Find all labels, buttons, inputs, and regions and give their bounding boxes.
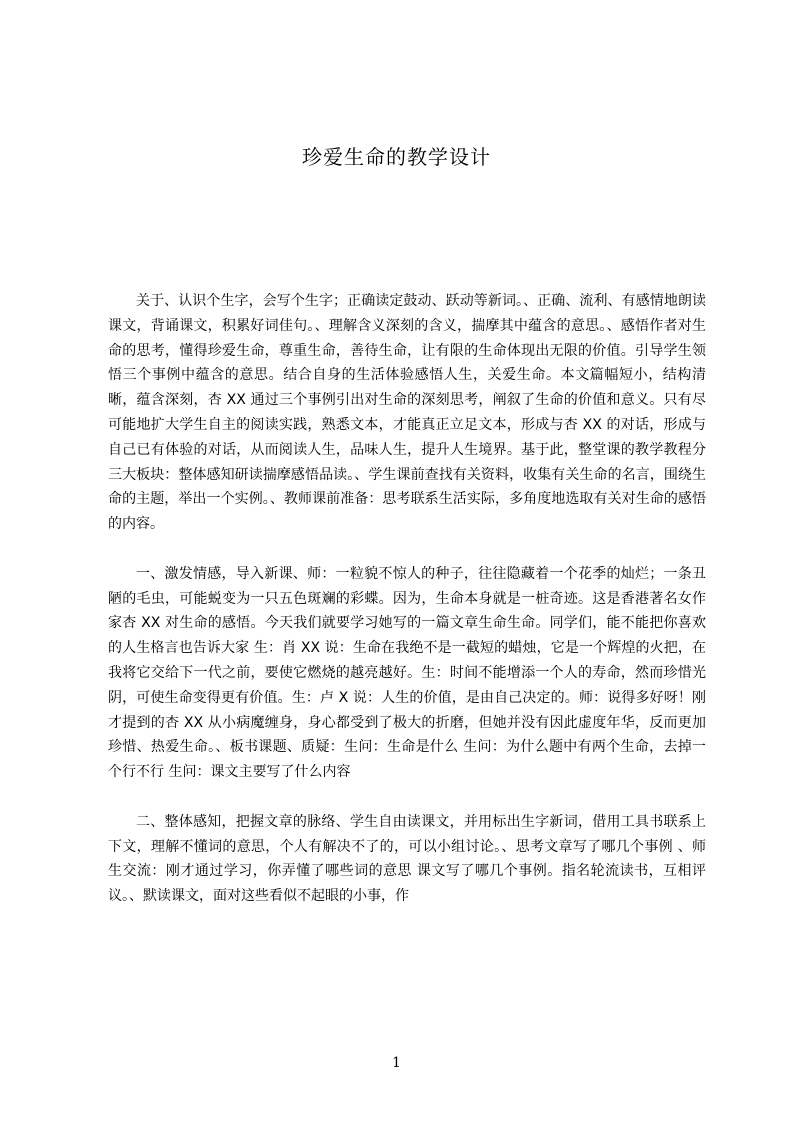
paragraph-introduction: 一、激发情感，导入新课、师：一粒貌不惊人的种子，往往隐藏着一个花季的灿烂；一条丑陋的毛虫，可能蜕变为一只五色斑斓的彩蝶。因为，生命本身就是一桩奇迹。这是香港著名女作家杏 XX 对生命的感悟。今天我们就要学习她写的一篇文章生命生命。同学们，能不能把你喜欢的人生格言也告诉大家 生：肖 XX 说：生命在我绝不是一截短的蜡烛，它是一个辉煌的火把，在我将它交给下一代之前，要使它燃烧的越亮越好。生：时间不能增添一个人的寿命，然而珍惜光阴，可使生命变得更有价值。生：卢 X 说：人生的价值，是由自己决定的。师：说得多好呀！刚才提到的杏 XX 从小病魔缠身，身心都受到了极大的折磨，但她并没有因此虚度年华，反而更加珍惜、热爱生命。、板书课题、质疑：生问：生命是什么 生问：为什么题中有两个生命，去掉一个行不行 生问：课文主要写了什么内容	[108, 565, 706, 781]
document-title: 珍爱生命的教学设计	[302, 145, 491, 169]
page-number: 1	[392, 1055, 401, 1071]
paragraph-objectives: 关于、认识个生字，会写个生字；正确读定鼓动、跃动等新词。、正确、流利、有感情地朗读课文，背诵课文，积累好词佳句。、理解含义深刻的含义，揣摩其中蕴含的意思。、感悟作者对生命的思考，懂得珍爱生命，尊重生命，善待生命，让有限的生命体现出无限的价值。引导学生领悟三个事例中蕴含的意思。结合自身的生活体验感悟人生，关爱生命。本文篇幅短小，结构清晰，蕴含深刻，杏 XX 通过三个事例引出对生命的深刻思考，阐叙了生命的价值和意义。只有尽可能地扩大学生自主的阅读实践，熟悉文本，才能真正立足文本，形成与杏 XX 的对话，形成与自己已有体验的对话，从而阅读人生，品味人生，提升人生境界。基于此，整堂课的教学教程分三大板块：整体感知研读揣摩感悟品读。、学生课前查找有关资料，收集有关生命的名言，围绕生命的主题，举出一个实例。、教师课前准备：思考联系生活实际，多角度地选取有关对生命的感悟的内容。	[108, 293, 706, 533]
paragraph-overview: 二、整体感知，把握文章的脉络、学生自由读课文，并用标出生字新词，借用工具书联系上下文，理解不懂词的意思，个人有解决不了的，可以小组讨论。、思考文章写了哪几个事例 、师生交流：刚才通过学习，你弄懂了哪些词的意思 课文写了哪几个事例。指名轮流读书，互相评议。、默读课文，面对这些看似不起眼的小事，作	[108, 813, 706, 905]
document-body	[108, 289, 706, 909]
